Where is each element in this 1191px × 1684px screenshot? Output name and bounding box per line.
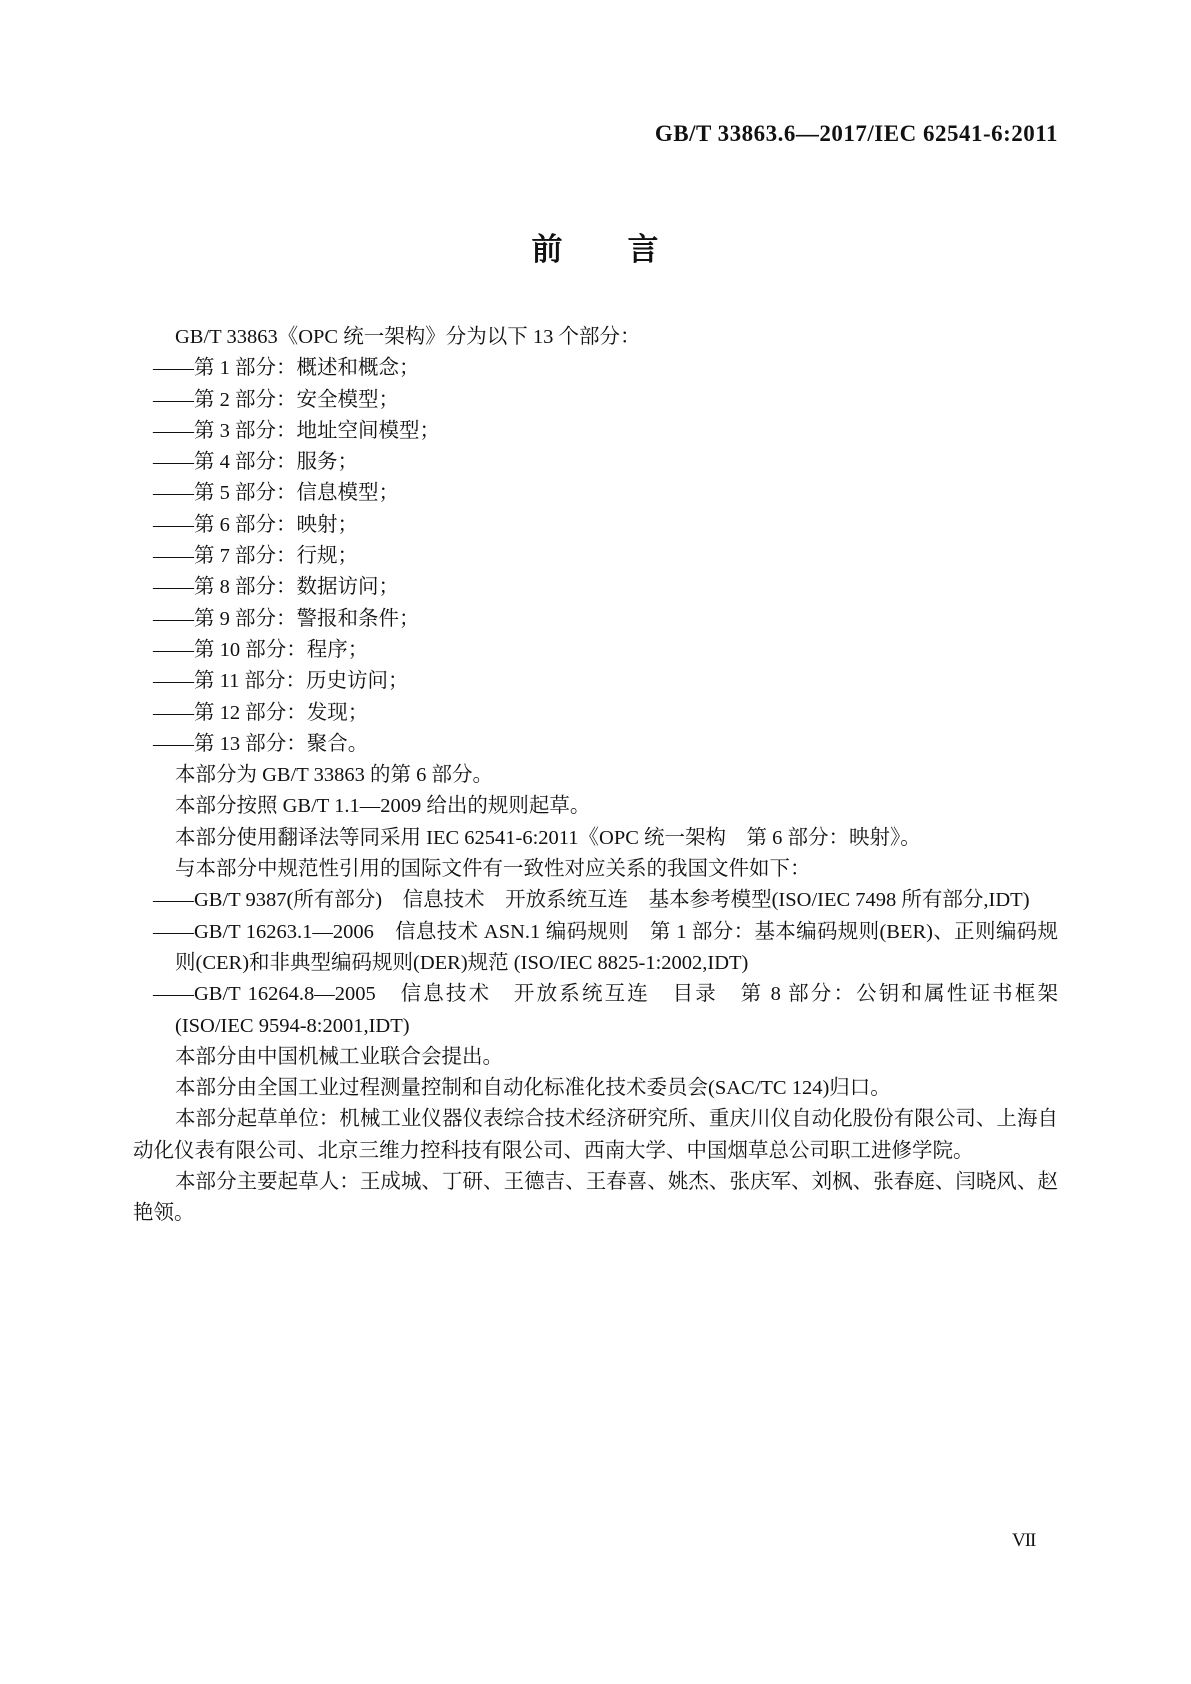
dash-list-item: ——第 10 部分：程序； xyxy=(153,638,369,661)
dash-list-item: ——第 7 部分：行规； xyxy=(153,545,358,568)
page-title: 前 言 xyxy=(531,232,660,267)
dash-list-item: ——第 4 部分：服务； xyxy=(153,451,358,474)
standard-code-header: GB/T 33863.6—2017/IEC 62541-6:2011 xyxy=(654,121,1058,146)
dash-list-item: ——GB/T 9387(所有部分) 信息技术 开放系统互连 基本参考模型(ISO/IEC 7498 所有部分,IDT) xyxy=(153,889,1030,912)
body-paragraph: GB/T 33863《OPC 统一架构》分为以下 13 个部分： xyxy=(175,326,641,348)
body-paragraph: 本部分按照 GB/T 1.1—2009 给出的规则起草。 xyxy=(175,795,591,818)
body-paragraph: 本部分主要起草人：王成城、丁研、王德吉、王春喜、姚杰、张庆军、刘枫、张春庭、闫晓风、赵艳领。 xyxy=(133,1171,1058,1225)
body-paragraph: 本部分使用翻译法等同采用 IEC 62541-6:2011《OPC 统一架构 第 6 部分：映射》。 xyxy=(175,826,921,849)
body-paragraph: 本部分由中国机械工业联合会提出。 xyxy=(175,1045,503,1068)
dash-list-item: ——GB/T 16264.8—2005 信息技术 开放系统互连 目录 第 8 部分：公钥和属性证书框架(ISO/IEC 9594-8:2001,IDT) xyxy=(153,983,1058,1037)
dash-list-item: ——第 9 部分：警报和条件； xyxy=(153,607,420,630)
dash-list-item: ——第 12 部分：发现； xyxy=(153,701,369,724)
body-paragraph: 本部分起草单位：机械工业仪器仪表综合技术经济研究所、重庆川仪自动化股份有限公司、上海自动化仪表有限公司、北京三维力控科技有限公司、西南大学、中国烟草总公司职工进修学院。 xyxy=(133,1108,1058,1162)
dash-list-item: ——第 13 部分：聚合。 xyxy=(153,732,369,755)
foreword-body xyxy=(133,322,1058,1230)
dash-list-item: ——第 11 部分：历史访问； xyxy=(153,670,409,693)
dash-list-item: ——GB/T 16263.1—2006 信息技术 ASN.1 编码规则 第 1 部分：基本编码规则(BER)、正则编码规则(CER)和非典型编码规则(DER)规范 (ISO/IEC 8825-1:2002,IDT) xyxy=(153,920,1058,974)
body-paragraph: 本部分由全国工业过程测量控制和自动化标准化技术委员会(SAC/TC 124)归口。 xyxy=(175,1077,891,1100)
page-number: VII xyxy=(1012,1530,1036,1551)
dash-list-item: ——第 3 部分：地址空间模型； xyxy=(153,419,440,442)
body-paragraph: 与本部分中规范性引用的国际文件有一致性对应关系的我国文件如下： xyxy=(175,858,811,881)
dash-list-item: ——第 1 部分：概述和概念； xyxy=(153,357,420,380)
dash-list-item: ——第 8 部分：数据访问； xyxy=(153,576,399,599)
body-paragraph: 本部分为 GB/T 33863 的第 6 部分。 xyxy=(175,764,493,787)
dash-list-item: ——第 2 部分：安全模型； xyxy=(153,388,399,411)
dash-list-item: ——第 6 部分：映射； xyxy=(153,513,358,536)
dash-list-item: ——第 5 部分：信息模型； xyxy=(153,482,399,505)
